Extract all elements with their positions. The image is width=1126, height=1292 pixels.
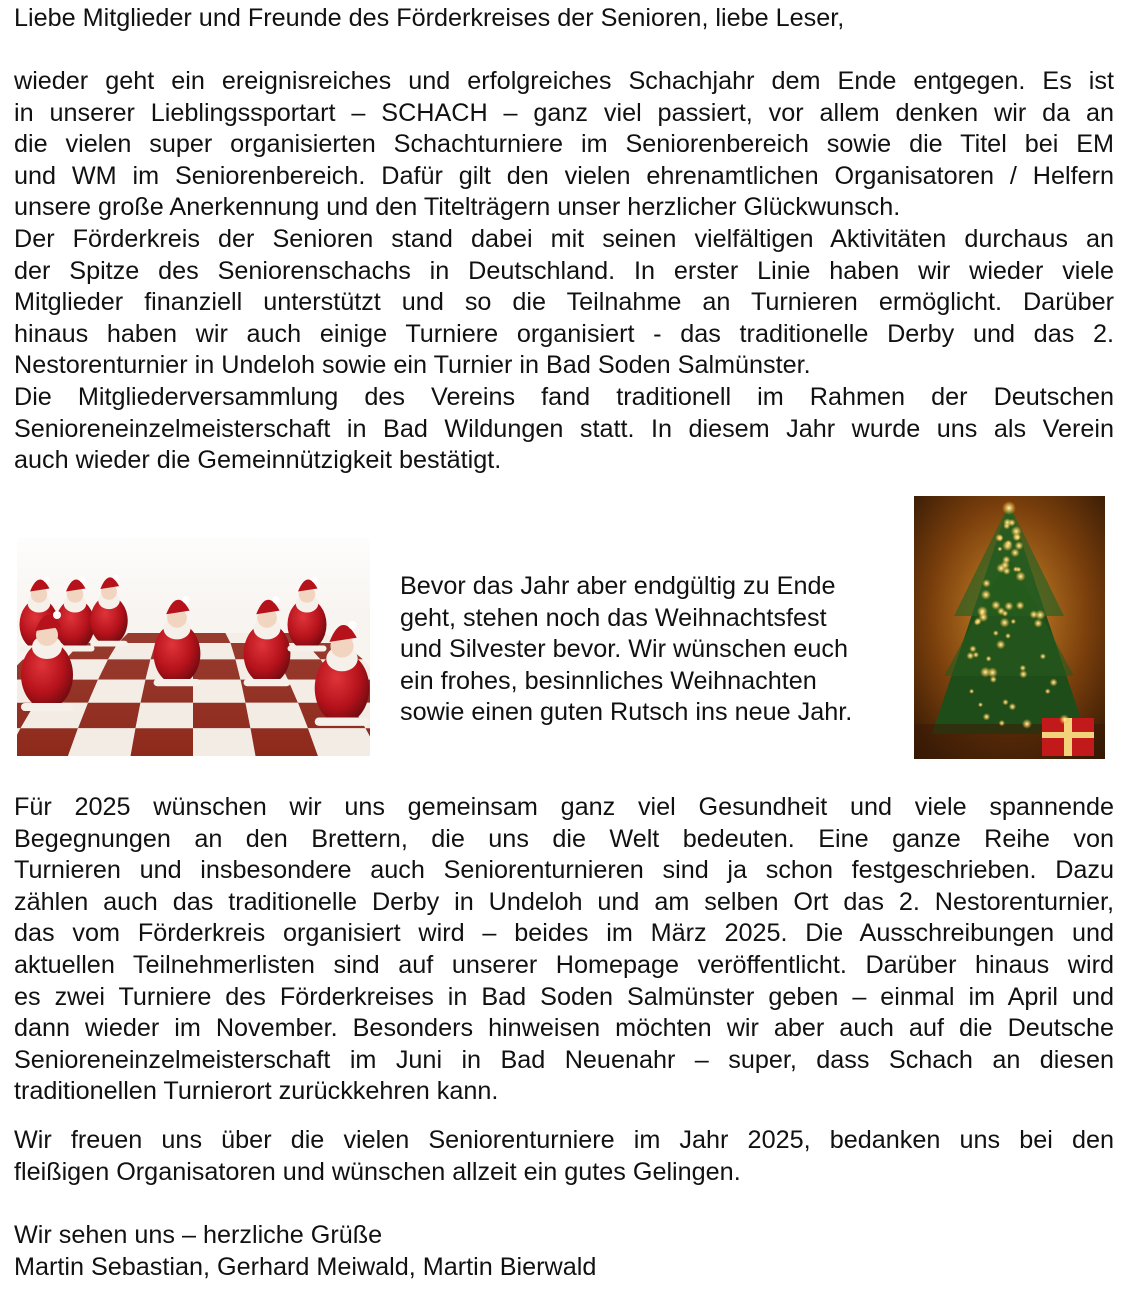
closing-signature	[14, 1220, 1114, 1283]
text-line: in unserer Lieblingssportart – SCHACH – ganz viel passiert, vor allem denken wir da an	[14, 98, 1114, 127]
text-line: Die Mitgliederversammlung des Vereins fand traditionell im Rahmen der Deutschen	[14, 383, 1114, 411]
paragraph-intro	[14, 66, 1114, 224]
tree-light	[1016, 571, 1026, 581]
christmas-tree-image	[914, 496, 1105, 759]
text-line: sowie einen guten Rutsch ins neue Jahr.	[400, 698, 853, 727]
tree-light	[1019, 670, 1027, 678]
text-line: zählen auch das traditionelle Derby in Undeloh und am selben Ort das 2. Nestorenturnier,	[14, 887, 1114, 916]
text-line: Für 2025 wünschen wir uns gemeinsam ganz viel Gesundheit und viele spannende	[14, 793, 1114, 821]
text-line: unsere große Anerkennung und den Titelträgern unser herzlicher Glückwunsch.	[14, 193, 901, 222]
tree-light	[1000, 618, 1010, 628]
tree-light	[982, 579, 991, 588]
tree-light	[1002, 699, 1008, 705]
tree-light	[1011, 619, 1017, 625]
text-line: Bevor das Jahr aber endgültig zu Ende	[400, 572, 836, 600]
tree-light	[1016, 601, 1025, 610]
tree-light	[1045, 688, 1051, 694]
tree-light	[1014, 534, 1020, 540]
tree-light	[1040, 653, 1046, 659]
text-line: hinaus haben wir auch einige Turniere organisiert - das traditionelle Derby und das 2.	[14, 319, 1114, 348]
text-line: der Spitze des Seniorenschachs in Deutschland. In erster Linie haben wir wieder viele	[14, 256, 1114, 285]
tree-light	[1015, 541, 1024, 550]
tree-light	[1005, 540, 1012, 547]
tree-light	[996, 563, 1006, 573]
tree-light	[1034, 619, 1043, 628]
text-line: wieder geht ein ereignisreiches und erfolgreiches Schachjahr dem Ende entgegen. Es ist	[14, 67, 1114, 95]
tree-light	[969, 645, 976, 652]
christmas-greeting-block	[400, 571, 900, 729]
tree-light	[997, 547, 1002, 552]
tree-light	[997, 607, 1005, 615]
text-line: dann wieder im November. Besonders hinweisen möchten wir aber auch auf die Deutsche	[14, 1014, 1114, 1043]
text-line: Begegnungen an den Brettern, die uns die Welt bedeuten. Eine ganze Reihe von	[14, 824, 1114, 853]
text-line: Wir freuen uns über die vielen Seniorenturniere im Jahr 2025, bedanken uns bei den	[14, 1126, 1114, 1154]
tree-light	[1059, 714, 1069, 724]
tree-light	[997, 535, 1003, 541]
tree-light	[1020, 665, 1027, 672]
text-line: auch wieder die Gemeinnützigkeit bestätigt.	[14, 446, 502, 475]
text-line: Turnieren und insbesondere auch Seniorenturnieren sind ja schon festgeschrieben. Dazu	[14, 856, 1114, 885]
text-line: aktuellen Teilnehmerlisten sind auf unserer Homepage veröffentlicht. Darüber hinaus wird	[14, 950, 1114, 979]
text-line: geht, stehen noch das Weihnachtsfest	[400, 603, 827, 632]
tree-light	[1022, 719, 1032, 729]
greeting-text: Liebe Mitglieder und Freunde des Förderkreises der Senioren, liebe Leser,	[14, 4, 845, 32]
paragraph-assembly	[14, 382, 1114, 477]
paragraph-thanks	[14, 1125, 1114, 1188]
tree-light	[973, 652, 979, 658]
tree-light	[986, 656, 992, 662]
text-line: ein frohes, besinnliches Weihnachten	[400, 666, 817, 695]
tree-light	[978, 702, 983, 707]
closing-line: Wir sehen uns – herzliche Grüße	[14, 1221, 383, 1249]
text-line: Senioreneinzelmeisterschaft im Juni in Bad Neuenahr – super, dass Schach an diesen	[14, 1045, 1114, 1074]
greeting-line	[14, 3, 1114, 35]
tree-light	[1004, 602, 1013, 611]
tree-light	[1035, 610, 1045, 620]
tree-light	[1008, 519, 1016, 527]
tree-light	[983, 713, 991, 721]
text-line: Mitglieder finanziell unterstützt und so die Teilnahme an Turnieren ermöglicht. Darüber	[14, 288, 1114, 317]
paragraph-activities	[14, 224, 1114, 382]
christmas-tree-illustration	[914, 496, 1105, 759]
text-line: Nestorenturnier in Undeloh sowie ein Turnier in Bad Soden Salmünster.	[14, 351, 811, 380]
chess-santa-illustration	[17, 538, 370, 756]
text-line: Der Förderkreis der Senioren stand dabei mit seinen vielfältigen Aktivitäten durchaus an	[14, 225, 1114, 253]
tree-light	[981, 590, 991, 600]
text-line: es zwei Turniere des Förderkreises in Bad Soden Salmünster geben – einmal im April und	[14, 982, 1114, 1011]
tree-light	[1005, 633, 1011, 639]
text-line: traditionellen Turnierort zurückkehren kann.	[14, 1077, 499, 1106]
text-line: fleißigen Organisatoren und wünschen allzeit ein gutes Gelingen.	[14, 1157, 741, 1186]
text-line: das vom Förderkreis organisiert wird – beides im März 2025. Die Ausschreibungen und	[14, 919, 1114, 948]
tree-light	[975, 618, 982, 625]
tree-light	[993, 630, 999, 636]
tree-light	[996, 640, 1006, 650]
paragraph-outlook-2025	[14, 792, 1114, 1108]
text-line: Senioreneinzelmeisterschaft in Bad Wildungen statt. In diesem Jahr wurde uns als Verein	[14, 414, 1114, 443]
text-line: die vielen super organisierten Schachturniere im Seniorenbereich sowie die Titel bei EM	[14, 130, 1114, 159]
chess-santa-image	[17, 538, 370, 756]
tree-light	[1009, 703, 1017, 711]
text-line: und Silvester bevor. Wir wünschen euch	[400, 635, 848, 664]
tree-light	[999, 720, 1005, 726]
tree-light	[1050, 678, 1058, 686]
signatures: Martin Sebastian, Gerhard Meiwald, Martin Bierwald	[14, 1252, 597, 1281]
text-line: und WM im Seniorenbereich. Dafür gilt den vielen ehrenamtlichen Organisatoren / Helfern	[14, 161, 1114, 190]
tree-light	[969, 689, 974, 694]
tree-light	[987, 667, 998, 678]
